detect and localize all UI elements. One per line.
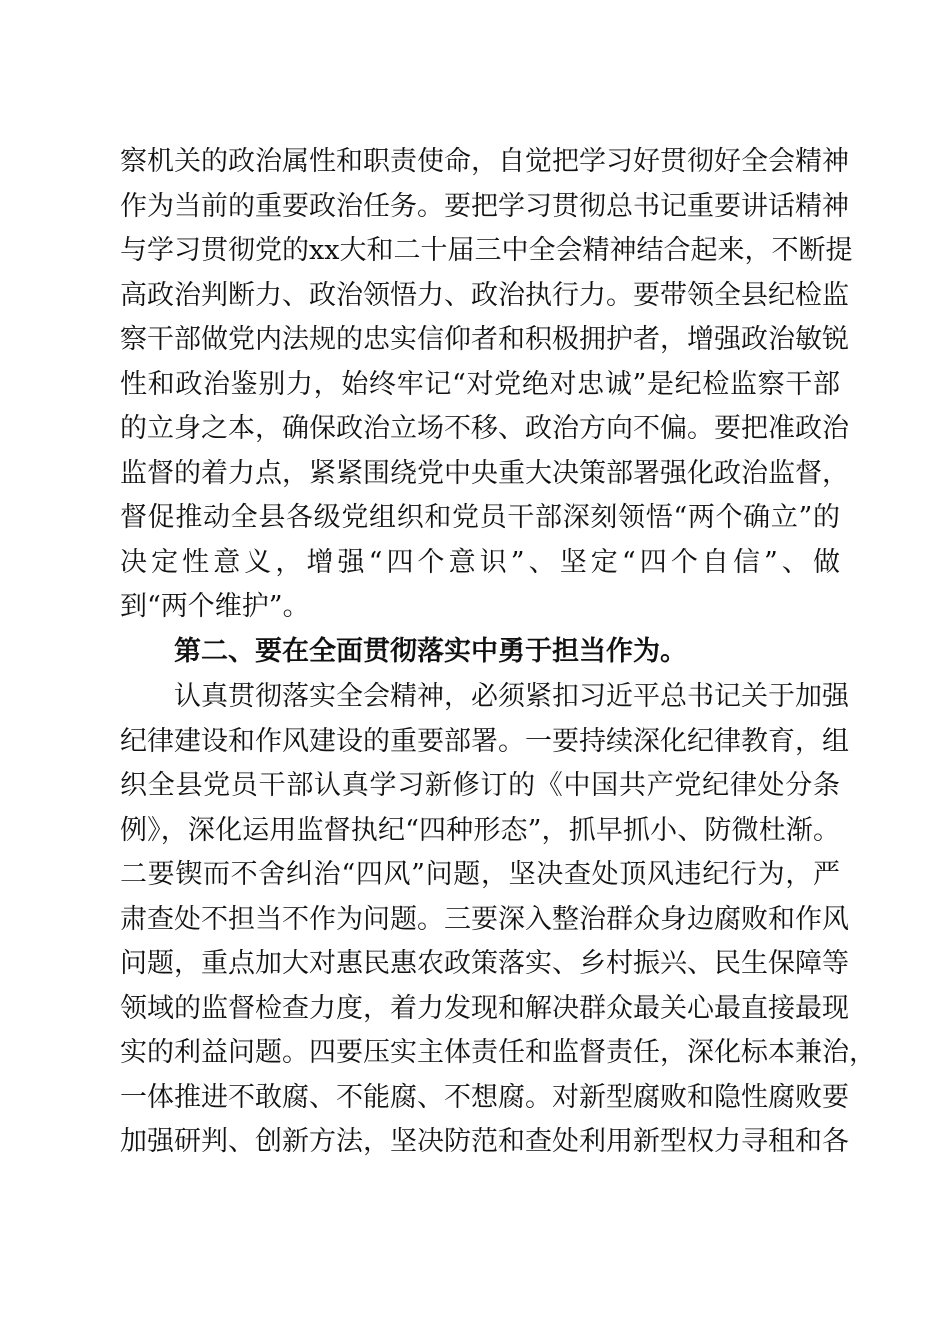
paragraph-1-line: 察干部做党内法规的忠实信仰者和积极拥护者，增强政治敏锐 (120, 324, 849, 355)
paragraph-2-line: 实的利益问题。四要压实主体责任和监督责任，深化标本兼治， (120, 1037, 876, 1068)
section-heading-text: 第二、要在全面贯彻落实中勇于担当作为。 (174, 636, 687, 667)
paragraph-2-line: 一体推进不敢腐、不能腐、不想腐。对新型腐败和隐性腐败要 (120, 1081, 849, 1113)
paragraph-1 (120, 140, 853, 630)
paragraph-2-line: 领域的监督检查力度，着力发现和解决群众最关心最直接最现 (120, 992, 849, 1024)
paragraph-2 (120, 675, 876, 1165)
paragraph-2-line: 肃查处不担当不作为问题。三要深入整治群众身边腐败和作风 (120, 903, 849, 935)
paragraph-1-line: 作为当前的重要政治任务。要把学习贯彻总书记重要讲话精神 (120, 190, 849, 222)
paragraph-1-line: 监督的着力点，紧紧围绕党中央重大决策部署强化政治监督， (120, 457, 849, 489)
paragraph-2-line: 纪律建设和作风建设的重要部署。一要持续深化纪律教育，组 (120, 725, 849, 757)
paragraph-1-line: 高政治判断力、政治领悟力、政治执行力。要带领全县纪检监 (120, 279, 849, 311)
paragraph-1-line: 到“两个维护”。 (120, 591, 310, 622)
paragraph-2-line: 织全县党员干部认真学习新修订的《中国共产党纪律处分条 (120, 770, 840, 801)
paragraph-1-line: 决定性意义，增强“四个意识”、坚定“四个自信”、做 (120, 546, 840, 578)
paragraph-2-line: 认真贯彻落实全会精神，必须紧扣习近平总书记关于加强 (174, 681, 849, 712)
paragraph-2-line: 例》，深化运用监督执纪“四种形态”，抓早抓小、防微杜渐。 (120, 814, 840, 846)
paragraph-2-line: 问题，重点加大对惠民惠农政策落实、乡村振兴、民生保障等 (120, 948, 849, 979)
section-heading (120, 630, 840, 675)
paragraph-1-line: 与学习贯彻党的xx大和二十届三中全会精神结合起来，不断提 (120, 235, 853, 266)
paragraph-2-line: 加强研判、创新方法，坚决防范和查处利用新型权力寻租和各 (120, 1126, 849, 1157)
paragraph-1-line: 的立身之本，确保政治立场不移、政治方向不偏。要把准政治 (120, 413, 849, 444)
paragraph-1-line: 察机关的政治属性和职责使命，自觉把学习好贯彻好全会精神 (120, 146, 849, 177)
paragraph-1-line: 性和政治鉴别力，始终牢记“对党绝对忠诚”是纪检监察干部 (120, 368, 840, 400)
paragraph-2-line: 二要锲而不舍纠治“四风”问题，坚决查处顶风违纪行为，严 (120, 859, 840, 890)
paragraph-1-line: 督促推动全县各级党组织和党员干部深刻领悟“两个确立”的 (120, 502, 840, 533)
